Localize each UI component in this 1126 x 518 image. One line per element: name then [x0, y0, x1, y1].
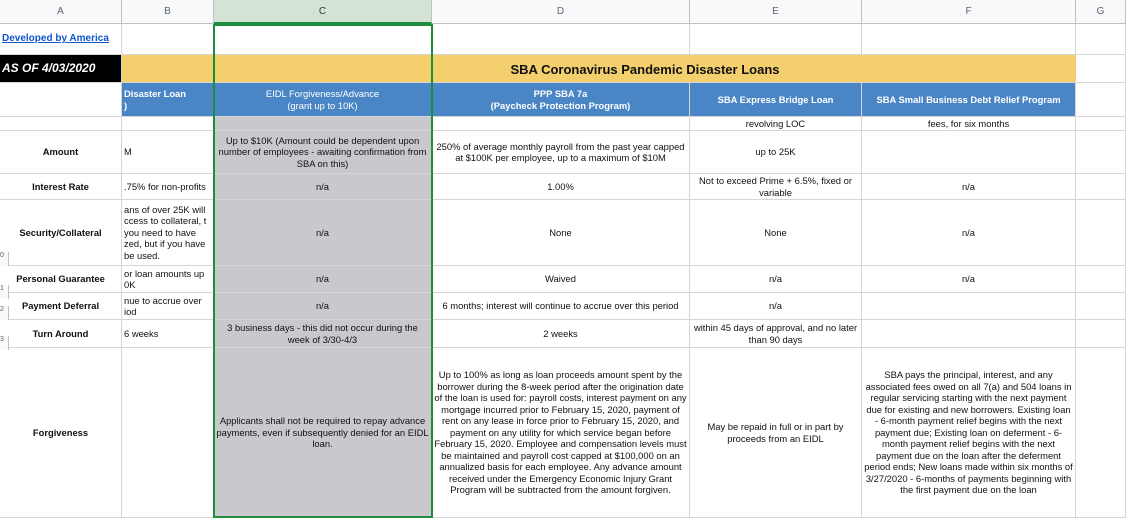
table-cell[interactable]	[862, 348, 1076, 518]
cell-text: 3 business days - this did not occur during the week of 3/30-4/3	[227, 322, 418, 345]
cell-a4[interactable]	[0, 117, 122, 131]
table-cell[interactable]	[1076, 174, 1126, 200]
table-cell[interactable]	[122, 174, 214, 200]
banner-cell-b[interactable]	[122, 55, 214, 83]
table-cell[interactable]	[1076, 348, 1126, 518]
header-express-bridge-label: SBA Express Bridge Loan	[717, 93, 834, 105]
cell-text: ans of over 25K will ccess to collateral, t you need to have zed, but if you have be used.	[124, 203, 207, 261]
cell-a3[interactable]	[0, 83, 122, 117]
table-cell[interactable]	[690, 200, 862, 266]
cell-text: 6 months; interest will continue to accrue over this period	[442, 300, 679, 312]
table-cell[interactable]	[122, 348, 214, 518]
row-label: Interest Rate	[32, 180, 89, 192]
cell-text: n/a	[315, 300, 330, 312]
table-cell[interactable]	[862, 174, 1076, 200]
cell-text: n/a	[315, 180, 330, 192]
table-cell[interactable]	[432, 174, 690, 200]
header-ppp-sba-7a[interactable]	[432, 83, 690, 117]
row-number[interactable]: 0	[0, 252, 9, 266]
table-cell[interactable]	[1076, 266, 1126, 293]
table-cell[interactable]	[432, 200, 690, 266]
table-cell[interactable]	[432, 266, 690, 293]
table-cell[interactable]	[122, 293, 214, 320]
cell-e1[interactable]	[690, 24, 862, 55]
table-cell[interactable]	[214, 348, 432, 518]
cell-text: n/a	[961, 180, 976, 192]
table-cell[interactable]	[214, 174, 432, 200]
col-header-f[interactable]: F	[862, 0, 1076, 24]
table-cell[interactable]	[862, 200, 1076, 266]
cell-text: n/a	[768, 273, 783, 285]
banner-title: SBA Coronavirus Pandemic Disaster Loans	[510, 61, 780, 77]
header-ppp-line1: PPP SBA 7a	[533, 88, 588, 99]
cell-text: nue to accrue over iod	[124, 294, 202, 317]
header-eidl-forgiveness[interactable]	[214, 83, 432, 117]
table-cell[interactable]	[690, 320, 862, 348]
table-cell[interactable]	[214, 131, 432, 174]
header-disaster-loan-line2: )	[124, 99, 128, 111]
table-cell[interactable]	[214, 320, 432, 348]
table-cell[interactable]	[122, 266, 214, 293]
cell-text: 6 weeks	[124, 327, 159, 339]
cell-text: Applicants shall not be required to repay advance payments, even if subsequently denied for an EIDL loan.	[216, 415, 429, 450]
header-debt-relief[interactable]	[862, 83, 1076, 117]
cell-e4[interactable]	[690, 117, 862, 131]
table-cell[interactable]	[690, 131, 862, 174]
cell-c4[interactable]	[214, 117, 432, 131]
col-header-b[interactable]: B	[122, 0, 214, 24]
table-cell[interactable]	[690, 293, 862, 320]
row-label: Turn Around	[32, 327, 89, 339]
as-of-date: AS OF 4/03/2020	[2, 60, 96, 75]
header-eidl-line1: EIDL Forgiveness/Advance	[265, 88, 380, 99]
header-express-bridge[interactable]	[690, 83, 862, 117]
table-cell[interactable]	[432, 293, 690, 320]
cell-g3[interactable]	[1076, 83, 1126, 117]
as-of-date-cell[interactable]	[0, 55, 122, 83]
cell-text: n/a	[315, 226, 330, 238]
table-cell[interactable]	[1076, 293, 1126, 320]
row-label-cell[interactable]	[0, 200, 122, 266]
table-cell[interactable]	[214, 293, 432, 320]
row-label-cell[interactable]	[0, 174, 122, 200]
table-cell[interactable]	[432, 348, 690, 518]
table-cell[interactable]	[1076, 131, 1126, 174]
cell-text: Up to 100% as long as loan proceeds amount spent by the borrower during the 8-week period after the origination date of the loan is used for: payroll costs, interest payment on any mortgage incurred prior to February 15, 2020, payment of rent on any lease in force prior to February 15, 2020, and payment on any utility for which service began before February 15, 2020. Employee and compensation levels must be maintained and payroll cost capped at $100,000 on an annualized basis for each employee. Any advance amount received under the Emergency Economic Injury Grant Program will be subtracted from the amount forgiven.	[434, 369, 687, 496]
row-label-cell[interactable]	[0, 320, 122, 348]
cell-text: n/a	[961, 226, 976, 238]
table-cell[interactable]	[690, 348, 862, 518]
row-number[interactable]: 1	[0, 285, 9, 299]
row-label: Security/Collateral	[19, 226, 102, 238]
table-cell[interactable]	[1076, 200, 1126, 266]
row-label-cell[interactable]	[0, 348, 122, 518]
cell-text: 1.00%	[547, 180, 574, 192]
cell-text: up to 25K	[755, 146, 796, 158]
cell-text: None	[549, 226, 572, 238]
table-cell[interactable]	[690, 174, 862, 200]
cell-f4[interactable]	[862, 117, 1076, 131]
cell-text: None	[764, 226, 787, 238]
table-cell[interactable]	[1076, 320, 1126, 348]
cell-text: May be repaid in full or in part by proceeds from an EIDL	[707, 421, 844, 444]
cell-text: .75% for non-profits	[124, 180, 206, 192]
overflow-text-f: fees, for six months	[927, 117, 1010, 129]
row-label: Payment Deferral	[21, 300, 100, 312]
cell-text: Waived	[545, 273, 576, 285]
table-cell[interactable]	[862, 266, 1076, 293]
row-label-cell[interactable]	[0, 131, 122, 174]
row-label: Forgiveness	[32, 426, 89, 438]
cell-f1[interactable]	[862, 24, 1076, 55]
header-eidl-line2: (grant up to 10K)	[287, 99, 358, 111]
cell-g1[interactable]	[1076, 24, 1126, 55]
developed-by-link[interactable]: Developed by America	[2, 33, 109, 45]
cell-b4[interactable]	[122, 117, 214, 131]
developed-by-link-cell[interactable]	[0, 24, 122, 55]
table-cell[interactable]	[862, 131, 1076, 174]
cell-text: n/a	[768, 300, 783, 312]
row-label: Personal Guarantee	[16, 273, 105, 285]
table-cell[interactable]	[432, 320, 690, 348]
cell-b1[interactable]	[122, 24, 214, 55]
header-ppp-line2: (Paycheck Protection Program)	[490, 99, 631, 111]
header-disaster-loan-line1: Disaster Loan	[124, 88, 186, 99]
col-header-e[interactable]: E	[690, 0, 862, 24]
row-number[interactable]: 3	[0, 336, 9, 350]
cell-text: n/a	[961, 273, 976, 285]
overflow-text-e: revolving LOC	[745, 117, 806, 129]
cell-text: or loan amounts up 0K	[124, 267, 205, 290]
row-label-cell[interactable]	[0, 293, 122, 320]
cell-text: n/a	[315, 273, 330, 285]
col-header-d[interactable]: D	[432, 0, 690, 24]
header-disaster-loan[interactable]	[122, 83, 214, 117]
col-header-a[interactable]: A	[0, 0, 122, 24]
cell-text: Not to exceed Prime + 6.5%, fixed or variable	[699, 175, 852, 198]
cell-c1[interactable]	[214, 24, 432, 55]
cell-text: SBA pays the principal, interest, and any associated fees owed on all 7(a) and 504 loans in regular servicing starting with the next payment due for existing and new borrowers. Existing loan - 6-month payment relief begins with the next payment due; Existing loan on deferment - 6-month payment relief begins with the next payment due on the loan after the deferment period ends; New loans made within six months of 3/27/2020 - 6-months of payments beginning with the first payment due on the loan	[864, 369, 1073, 496]
cell-text: 250% of average monthly payroll from the past year capped at $100K per employee, up to a maximum of $10M	[436, 140, 685, 163]
row-number[interactable]: 2	[0, 306, 9, 320]
table-cell[interactable]	[432, 131, 690, 174]
cell-text: Up to $10K (Amount could be dependent upon number of employees - awaiting confirmation from SBA on this)	[218, 134, 427, 169]
header-debt-relief-label: SBA Small Business Debt Relief Program	[876, 93, 1061, 105]
cell-g4[interactable]	[1076, 117, 1126, 131]
row-label: Amount	[42, 146, 79, 158]
cell-text: M	[124, 146, 132, 158]
table-cell[interactable]	[214, 266, 432, 293]
cell-g2[interactable]	[1076, 55, 1126, 83]
cell-text: 2 weeks	[543, 327, 578, 339]
cell-d1[interactable]	[432, 24, 690, 55]
table-cell[interactable]	[690, 266, 862, 293]
table-cell[interactable]	[862, 320, 1076, 348]
cell-d4[interactable]	[432, 117, 690, 131]
cell-text: within 45 days of approval, and no later than 90 days	[693, 322, 858, 345]
banner-merged-cell[interactable]	[214, 55, 1076, 83]
col-header-c[interactable]: C	[214, 0, 432, 24]
table-cell[interactable]	[122, 131, 214, 174]
table-cell[interactable]	[122, 200, 214, 266]
col-header-g[interactable]: G	[1076, 0, 1126, 24]
table-cell[interactable]	[122, 320, 214, 348]
row-label-cell[interactable]	[0, 266, 122, 293]
table-cell[interactable]	[214, 200, 432, 266]
table-cell[interactable]	[862, 293, 1076, 320]
